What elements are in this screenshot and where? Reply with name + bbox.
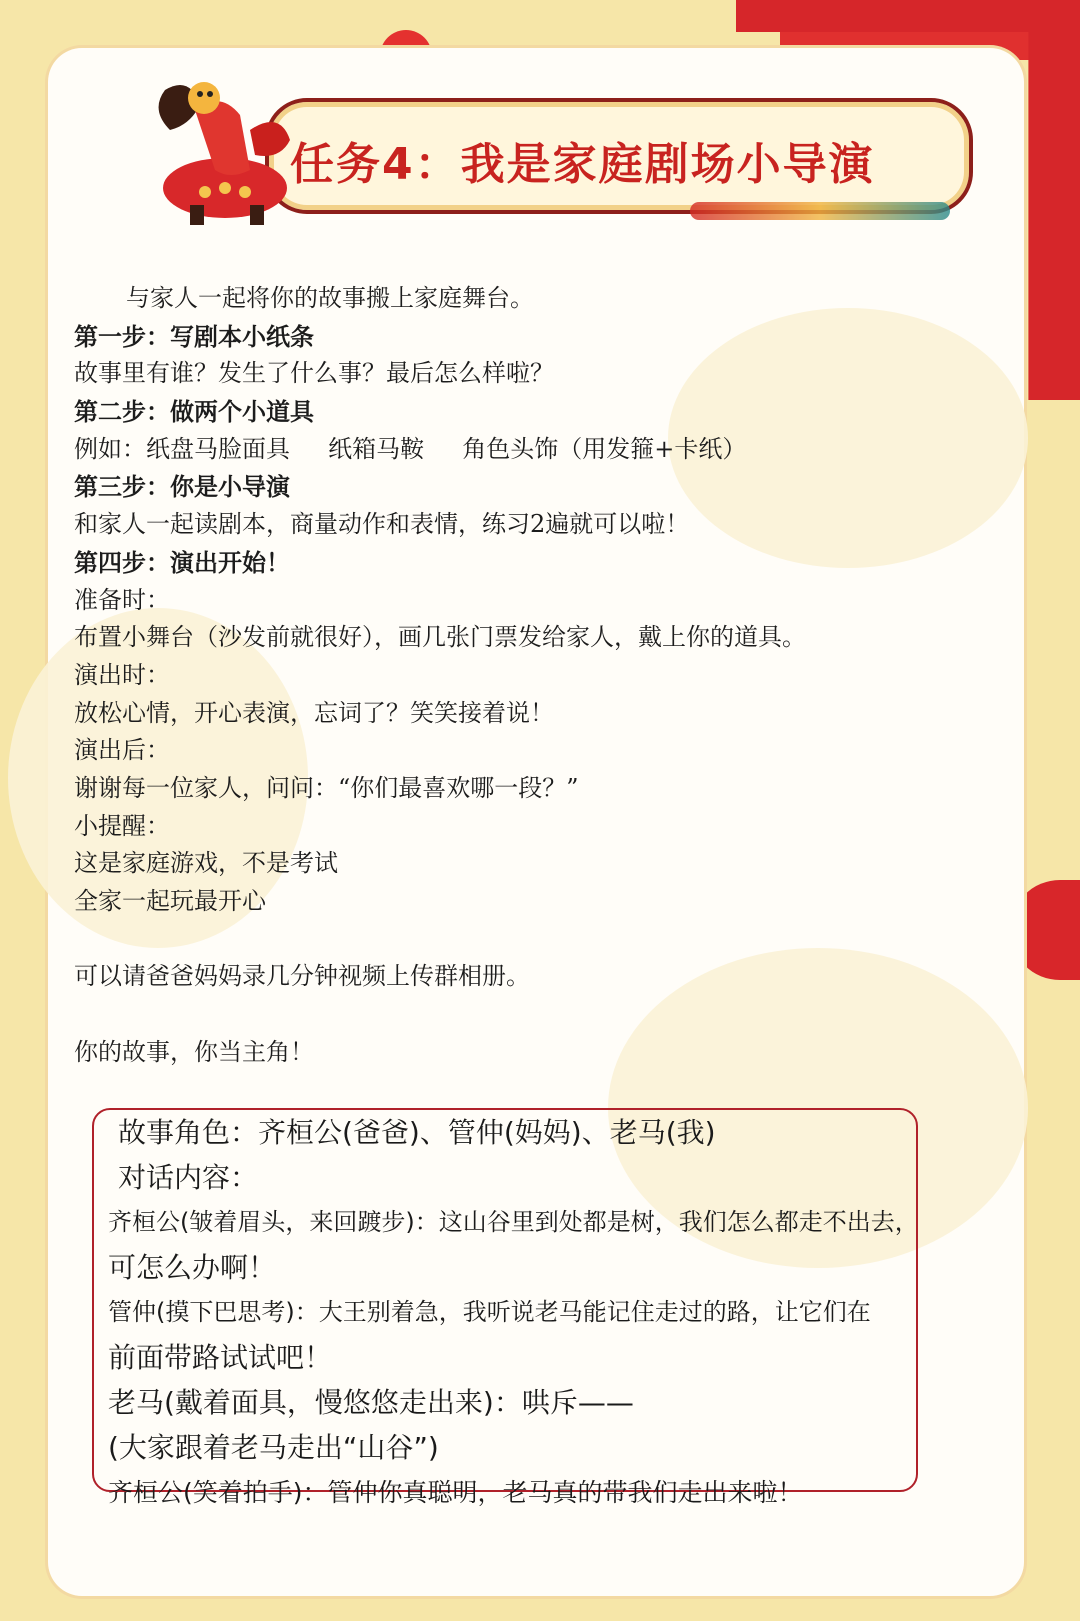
decorative-swirl xyxy=(690,202,950,220)
script-line: 齐桓公(皱着眉头，来回踱步)：这山谷里到处都是树，我们怎么都走不出去， xyxy=(108,1208,919,1236)
after-label: 演出后： xyxy=(74,736,170,765)
step-heading: 第四步：演出开始！ xyxy=(74,547,290,577)
step-heading: 第二步：做两个小道具 xyxy=(74,397,314,427)
horse-mascot-icon xyxy=(130,70,305,230)
script-line: 对话内容： xyxy=(118,1161,259,1194)
script-line: 老马(戴着面具，慢悠悠走出来)：哄斥—— xyxy=(108,1386,634,1419)
video-note: 可以请爸爸妈妈录几分钟视频上传群相册。 xyxy=(74,962,530,991)
step-heading: 第一步：写剧本小纸条 xyxy=(74,321,314,351)
script-line: 齐桓公(笑着拍手)：管仲你真聪明，老马真的带我们走出来啦！ xyxy=(108,1478,803,1507)
closing-text: 你的故事，你当主角！ xyxy=(74,1037,314,1066)
before-label: 准备时： xyxy=(74,585,170,614)
step-body: 例如：纸盘马脸面具 纸箱马鞍 角色头饰（用发箍+卡纸） xyxy=(74,434,747,463)
handwritten-script xyxy=(100,1110,920,1515)
during-label: 演出时： xyxy=(74,660,170,689)
instructions xyxy=(74,280,974,1071)
after-text: 谢谢每一位家人，问问：“你们最喜欢哪一段？” xyxy=(74,773,579,802)
script-line: 故事角色：齐桓公(爸爸)、管仲(妈妈)、老马(我) xyxy=(118,1116,716,1149)
during-text: 放松心情，开心表演，忘词了？笑笑接着说！ xyxy=(74,698,554,727)
tips-label: 小提醒： xyxy=(74,811,170,840)
tip-item: 这是家庭游戏，不是考试 xyxy=(74,849,338,878)
tip-item: 全家一起玩最开心 xyxy=(74,887,266,915)
before-text: 布置小舞台（沙发前就很好），画几张门票发给家人，戴上你的道具。 xyxy=(74,623,806,652)
script-line: 管仲(摸下巴思考)：大王别着急，我听说老马能记住走过的路，让它们在 xyxy=(108,1298,871,1326)
title-banner xyxy=(130,70,1010,230)
step-body: 和家人一起读剧本，商量动作和表情，练习2遍就可以啦！ xyxy=(74,510,690,539)
page-title: 任务4：我是家庭剧场小导演 xyxy=(290,139,875,190)
script-line: 前面带路试试吧！ xyxy=(108,1341,333,1374)
script-line: 可怎么办啊！ xyxy=(108,1251,277,1284)
step-body: 故事里有谁？发生了什么事？最后怎么样啦？ xyxy=(74,359,554,388)
intro-text: 与家人一起将你的故事搬上家庭舞台。 xyxy=(126,284,534,312)
script-line: (大家跟着老马走出“山谷”) xyxy=(108,1431,439,1464)
step-heading: 第三步：你是小导演 xyxy=(74,472,290,502)
